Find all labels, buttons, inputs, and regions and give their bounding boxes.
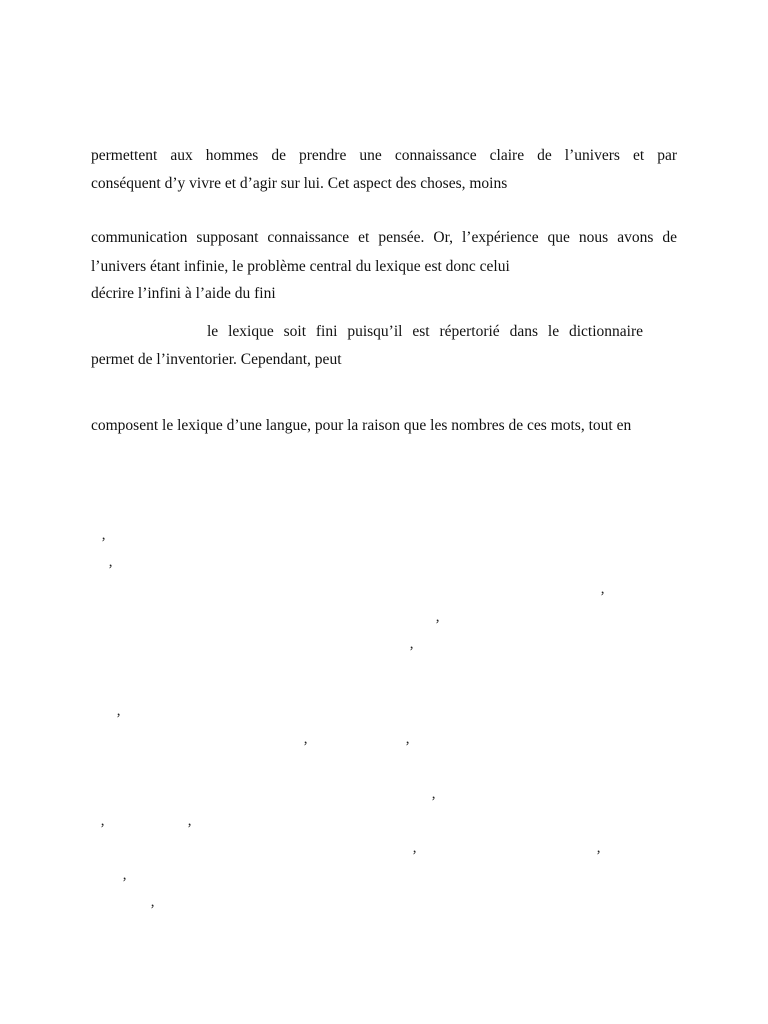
- stray-apostrophe: ’: [600, 589, 605, 605]
- stray-apostrophe: ’: [150, 902, 155, 918]
- stray-apostrophe: ’: [108, 562, 113, 578]
- stray-apostrophe: ’: [187, 821, 192, 837]
- paragraph-4-line-1: composent le lexique d’une langue, pour la raison que les nombres de ces mots, tout en: [91, 417, 632, 434]
- stray-apostrophe: ’: [405, 739, 410, 755]
- stray-apostrophe: ’: [435, 617, 440, 633]
- stray-apostrophe: ’: [412, 848, 417, 864]
- stray-apostrophe: ’: [303, 739, 308, 755]
- stray-apostrophe: ’: [431, 794, 436, 810]
- stray-apostrophe: ’: [116, 711, 121, 727]
- stray-apostrophe: ’: [596, 848, 601, 864]
- paragraph-2-line-3: décrire l’infini à l’aide du fini: [91, 285, 276, 302]
- stray-apostrophe: ’: [409, 644, 414, 660]
- paragraph-1-line-1: permettent aux hommes de prendre une connaissance claire de l’univers et par: [91, 147, 677, 164]
- stray-apostrophe: ’: [100, 821, 105, 837]
- paragraph-2-line-2: l’univers étant infinie, le problème central du lexique est donc celui: [91, 258, 510, 275]
- stray-apostrophe: ’: [101, 535, 106, 551]
- stray-apostrophe: ’: [122, 875, 127, 891]
- paragraph-2-line-1: communication supposant connaissance et pensée. Or, l’expérience que nous avons de: [91, 229, 677, 246]
- paragraph-1-line-2: conséquent d’y vivre et d’agir sur lui. Cet aspect des choses, moins: [91, 175, 508, 192]
- paragraph-3-line-2: permet de l’inventorier. Cependant, peut: [91, 351, 342, 368]
- paragraph-3-line-1: le lexique soit fini puisqu’il est répertorié dans le dictionnaire: [207, 323, 643, 340]
